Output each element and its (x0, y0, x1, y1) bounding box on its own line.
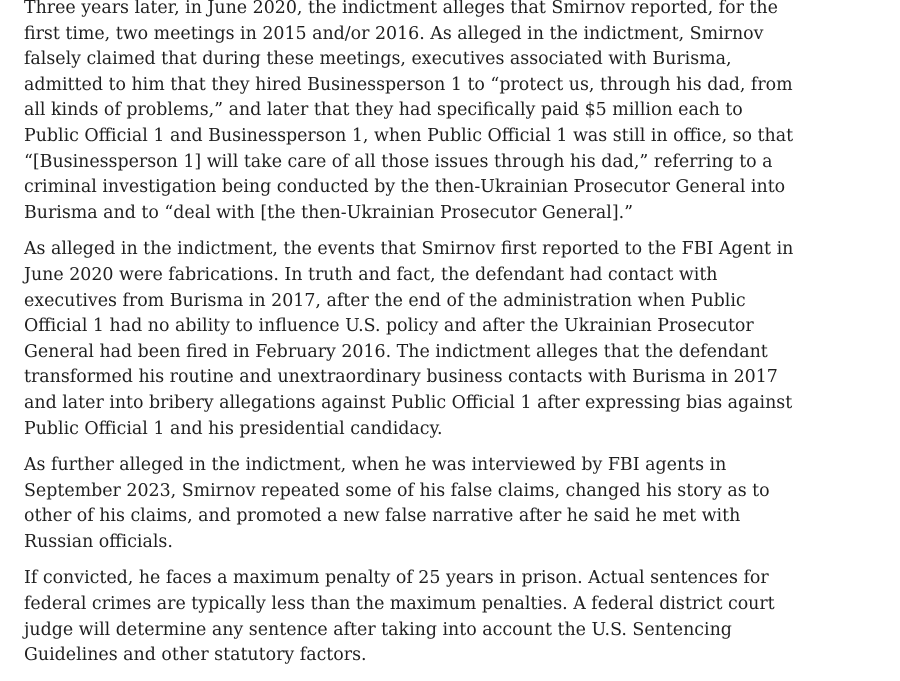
text-line: Guidelines and other statutory factors. (24, 645, 367, 666)
paragraph-fabricated-meetings (24, 0, 794, 226)
text-line: Official 1 had no ability to influence U.S. policy and after the Ukrainian Prosecutor (24, 316, 754, 337)
paragraph-penalty (24, 566, 775, 668)
text-line: If convicted, he faces a maximum penalty of 25 years in prison. Actual sentences for (24, 568, 769, 589)
paragraph-fbi-interview (24, 453, 770, 555)
text-line: Three years later, in June 2020, the indictment alleges that Smirnov reported, for the (24, 0, 778, 18)
text-line: General had been fired in February 2016. The indictment alleges that the defendant (24, 341, 768, 362)
text-line: other of his claims, and promoted a new false narrative after he said he met with (24, 506, 741, 527)
text-line: Public Official 1 and Businessperson 1, when Public Official 1 was still in office, so that (24, 125, 794, 146)
text-line: transformed his routine and unextraordinary business contacts with Burisma in 2017 (24, 367, 778, 388)
text-line: judge will determine any sentence after taking into account the U.S. Sentencing (24, 619, 732, 640)
article-body (24, 0, 794, 680)
text-line: federal crimes are typically less than the maximum penalties. A federal district court (24, 594, 775, 615)
text-line: September 2023, Smirnov repeated some of his false claims, changed his story as to (24, 480, 770, 501)
text-line: first time, two meetings in 2015 and/or 2016. As alleged in the indictment, Smirnov (24, 23, 764, 44)
text-line: As alleged in the indictment, the events that Smirnov first reported to the FBI Agent in (24, 239, 794, 260)
text-line: Burisma and to “deal with [the then-Ukrainian Prosecutor General].” (24, 202, 634, 223)
text-line: June 2020 were fabrications. In truth and fact, the defendant had contact with (24, 264, 718, 285)
text-line: executives from Burisma in 2017, after the end of the administration when Public (24, 290, 746, 311)
text-line: criminal investigation being conducted by the then-Ukrainian Prosecutor General into (24, 177, 786, 198)
paragraph-fabrications (24, 237, 794, 442)
text-line: Public Official 1 and his presidential candidacy. (24, 418, 443, 439)
text-line: admitted to him that they hired Businessperson 1 to “protect us, through his dad, from (24, 74, 793, 95)
text-line: and later into bribery allegations against Public Official 1 after expressing bias against (24, 392, 793, 413)
text-line: As further alleged in the indictment, when he was interviewed by FBI agents in (24, 455, 727, 476)
text-line: all kinds of problems,” and later that they had specifically paid $5 million each to (24, 100, 743, 121)
text-line: falsely claimed that during these meetings, executives associated with Burisma, (24, 49, 732, 70)
text-line: “[Businessperson 1] will take care of all those issues through his dad,” referring to a (24, 151, 773, 172)
text-line: Russian officials. (24, 531, 173, 552)
